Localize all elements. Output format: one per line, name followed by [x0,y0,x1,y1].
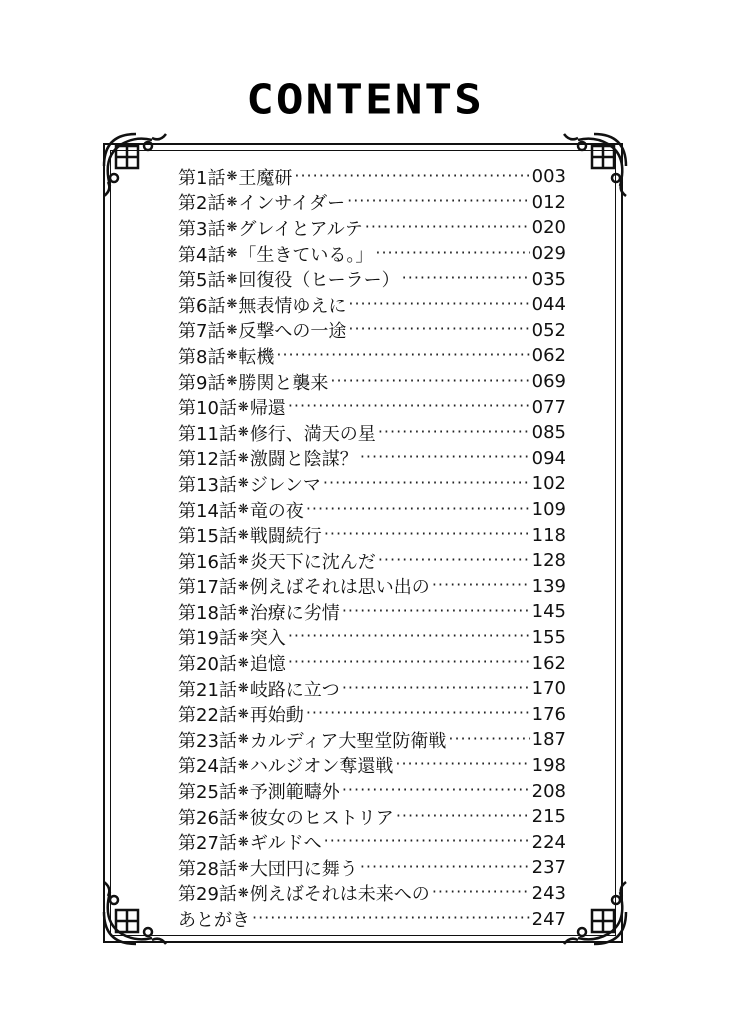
toc-entry [178,292,566,318]
chapter-number: 第19話 [178,628,237,650]
flower-bullet-icon: ❋ [237,578,249,594]
chapter-number: 第8話 [178,346,226,368]
leader-dots [396,806,530,828]
chapter-number: 第22話 [178,705,237,727]
toc-entry [178,522,566,548]
flower-bullet-icon: ❋ [237,425,249,441]
leader-dots [306,499,530,521]
chapter-title: インサイダー [238,193,346,215]
ornament-bottom-right-icon [554,872,634,952]
flower-bullet-icon: ❋ [237,399,249,415]
leader-dots [347,191,530,213]
flower-bullet-icon: ❋ [237,809,249,825]
chapter-title: 王魔研 [238,167,293,189]
page-number: 170 [531,678,566,700]
ornament-top-right-icon [554,126,634,206]
toc-entry [178,318,566,344]
chapter-number: 第26話 [178,807,237,829]
toc-entry [178,471,566,497]
leader-dots [342,678,530,700]
page-number: 003 [531,166,566,188]
toc-entry [178,215,566,241]
toc-entry [178,650,566,676]
page-number: 208 [531,780,566,802]
toc-entry [178,701,566,727]
flower-bullet-icon: ❋ [237,527,249,543]
flower-bullet-icon: ❋ [226,220,238,236]
page-number: 145 [531,601,566,623]
leader-dots [323,473,530,495]
toc-entry [178,753,566,779]
toc-entry [178,190,566,216]
flower-bullet-icon: ❋ [237,629,249,645]
flower-bullet-icon: ❋ [226,169,238,185]
page-number: 085 [531,422,566,444]
chapter-number: 第29話 [178,884,237,906]
leader-dots [342,780,530,802]
leader-dots [288,396,530,418]
toc-entry [178,574,566,600]
chapter-number: 第18話 [178,602,237,624]
page-title: CONTENTS [246,74,484,124]
chapter-number: 第21話 [178,679,237,701]
page-number: 077 [531,396,566,418]
flower-bullet-icon: ❋ [237,604,249,620]
page-number: 102 [531,473,566,495]
page-number: 224 [531,831,566,853]
page-number: 176 [531,703,566,725]
leader-dots [432,575,530,597]
chapter-number: 第7話 [178,321,226,343]
leader-dots [348,294,529,316]
ornament-bottom-left-icon [96,872,176,952]
chapter-title: 戦闘続行 [249,526,322,548]
toc-entry [178,881,566,907]
toc-entry [178,855,566,881]
page-number: 215 [531,806,566,828]
leader-dots [360,857,530,879]
page-number: 155 [531,626,566,648]
toc-entry [178,164,566,190]
flower-bullet-icon: ❋ [237,476,249,492]
flower-bullet-icon: ❋ [237,885,249,901]
leader-dots [252,908,530,930]
flower-bullet-icon: ❋ [226,297,238,313]
chapter-title: 反撃への一途 [238,321,347,343]
toc-entry [178,548,566,574]
table-of-contents [178,164,566,932]
toc-entry [178,394,566,420]
leader-dots [448,729,529,751]
leader-dots [375,243,529,265]
toc-entry [178,497,566,523]
page-number: 162 [531,652,566,674]
toc-entry [178,266,566,292]
leader-dots [365,217,530,239]
chapter-number: 第9話 [178,372,226,394]
toc-entry [178,829,566,855]
chapter-title: 再始動 [249,705,304,727]
toc-entry [178,241,566,267]
chapter-title: 転機 [238,346,275,368]
leader-dots [378,422,530,444]
chapter-number: 第13話 [178,474,237,496]
leader-dots [294,166,529,188]
toc-entry [178,676,566,702]
page-number: 020 [531,217,566,239]
chapter-number: 第15話 [178,526,237,548]
toc-entry [178,727,566,753]
chapter-title: 「生きている。」 [238,244,374,266]
page-number: 069 [531,371,566,393]
page-number: 035 [531,268,566,290]
leader-dots [402,268,530,290]
leader-dots [395,754,529,776]
chapter-title: 追憶 [249,654,286,676]
chapter-title: 激闘と陰謀？ [249,449,358,471]
leader-dots [324,831,530,853]
toc-entry [178,343,566,369]
chapter-title: カルディア大聖堂防衛戦 [249,730,447,752]
chapter-number: 第11話 [178,423,237,445]
chapter-title: ジレンマ [249,474,321,496]
page-number: 062 [531,345,566,367]
chapter-number: 第5話 [178,270,226,292]
chapter-title: 例えばそれは思い出の [249,577,430,599]
chapter-number: 第28話 [178,858,237,880]
chapter-number: 第14話 [178,500,237,522]
page-number: 044 [531,294,566,316]
leader-dots [360,447,530,469]
flower-bullet-icon: ❋ [237,502,249,518]
page-number: 198 [531,754,566,776]
page-number: 237 [531,857,566,879]
chapter-title: 炎天下に沈んだ [249,551,376,573]
flower-bullet-icon: ❋ [237,655,249,671]
leader-dots [288,626,530,648]
page-number: 029 [531,243,566,265]
leader-dots [378,550,530,572]
toc-entry [178,369,566,395]
toc-entry [178,625,566,651]
toc-entry [178,599,566,625]
flower-bullet-icon: ❋ [226,271,238,287]
flower-bullet-icon: ❋ [237,706,249,722]
leader-dots [348,319,529,341]
chapter-number: 第24話 [178,756,237,778]
toc-entry [178,906,566,932]
flower-bullet-icon: ❋ [226,246,238,262]
chapter-title: 無表情ゆえに [238,295,347,317]
page-number: 118 [531,524,566,546]
toc-entry [178,446,566,472]
page-number: 139 [531,575,566,597]
chapter-number: 第20話 [178,654,237,676]
page-number: 012 [531,191,566,213]
toc-entry [178,778,566,804]
leader-dots [306,703,530,725]
page-number: 094 [531,447,566,469]
flower-bullet-icon: ❋ [226,322,238,338]
chapter-title: 修行、満天の星 [249,423,376,445]
chapter-number: 第17話 [178,577,237,599]
leader-dots [342,601,530,623]
chapter-title: ハルジオン奪還戦 [249,756,394,778]
chapter-number: 第6話 [178,295,226,317]
page-number: 187 [531,729,566,751]
chapter-title: 突入 [249,628,286,650]
chapter-number: 第3話 [178,218,226,240]
flower-bullet-icon: ❋ [237,450,249,466]
flower-bullet-icon: ❋ [226,374,238,390]
chapter-title: 例えばそれは未来への [249,884,430,906]
chapter-title: あとがき [178,910,250,932]
chapter-title: 岐路に立つ [249,679,340,701]
flower-bullet-icon: ❋ [237,757,249,773]
chapter-number: 第27話 [178,833,237,855]
chapter-number: 第10話 [178,398,237,420]
page-number: 109 [531,499,566,521]
chapter-number: 第1話 [178,167,226,189]
chapter-number: 第16話 [178,551,237,573]
flower-bullet-icon: ❋ [226,194,238,210]
chapter-title: グレイとアルテ [238,218,363,240]
chapter-number: 第23話 [178,730,237,752]
chapter-title: 回復役（ヒーラー） [238,270,400,292]
chapter-title: 彼女のヒストリア [249,807,394,829]
chapter-title: 大団円に舞う [249,858,358,880]
leader-dots [324,524,530,546]
ornament-top-left-icon [96,126,176,206]
page-number: 128 [531,550,566,572]
chapter-title: 帰還 [249,398,286,420]
chapter-number: 第25話 [178,782,237,804]
chapter-title: 予測範疇外 [249,782,340,804]
chapter-number: 第4話 [178,244,226,266]
flower-bullet-icon: ❋ [237,553,249,569]
flower-bullet-icon: ❋ [237,732,249,748]
flower-bullet-icon: ❋ [237,783,249,799]
chapter-title: 竜の夜 [249,500,304,522]
chapter-number: 第12話 [178,449,237,471]
page-number: 052 [531,319,566,341]
chapter-number: 第2話 [178,193,226,215]
leader-dots [288,652,530,674]
leader-dots [432,882,530,904]
page-number: 243 [531,882,566,904]
chapter-title: 治療に劣情 [249,602,340,624]
chapter-title: 勝関と襲来 [238,372,329,394]
toc-entry [178,420,566,446]
page-number: 247 [531,908,566,930]
leader-dots [276,345,529,367]
chapter-title: ギルドへ [249,833,322,855]
flower-bullet-icon: ❋ [237,834,249,850]
flower-bullet-icon: ❋ [237,860,249,876]
flower-bullet-icon: ❋ [237,681,249,697]
toc-entry [178,804,566,830]
leader-dots [330,371,529,393]
flower-bullet-icon: ❋ [226,348,238,364]
